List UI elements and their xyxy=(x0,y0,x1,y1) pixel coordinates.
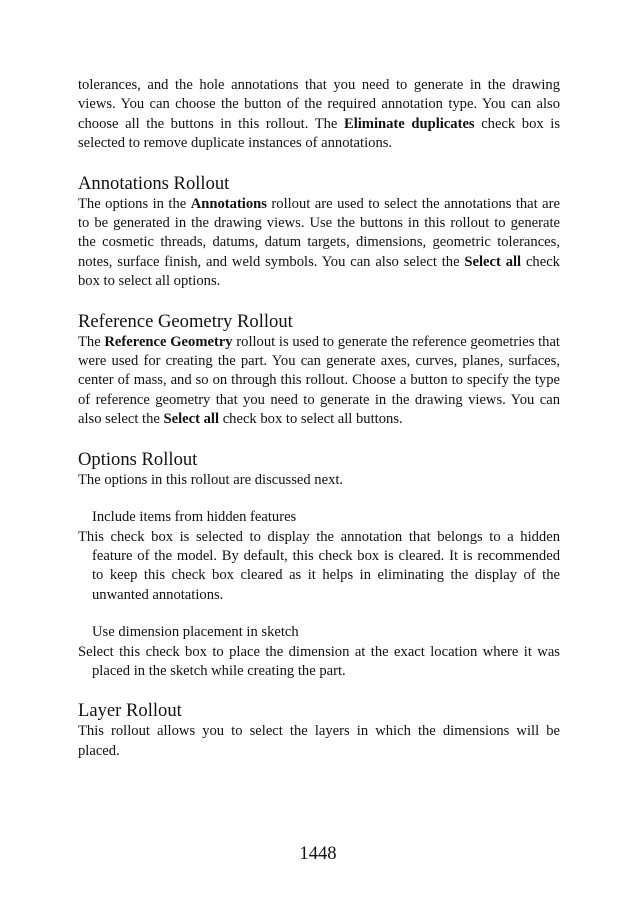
reference-geometry-rollout-heading: Reference Geometry Rollout xyxy=(78,310,293,332)
reference-geometry-term: Reference Geometry xyxy=(104,333,233,350)
reference-geometry-paragraph xyxy=(78,333,560,430)
annotations-rollout-heading: Annotations Rollout xyxy=(78,172,230,194)
options-intro: The options in this rollout are discussed next. xyxy=(78,471,344,488)
select-all-term: Select all xyxy=(163,411,220,428)
reference-geometry-text-1: The xyxy=(78,333,105,350)
annotations-term: Annotations xyxy=(190,195,267,212)
intro-text-1: tolerances, and the hole annotations that you need to generate in the drawing views. You can choose the button of the required annotation type. You can also choose all the buttons in this rollout. The xyxy=(78,77,560,132)
eliminate-duplicates-term: Eliminate duplicates xyxy=(343,115,475,132)
page-content xyxy=(78,76,560,761)
select-all-term: Select all xyxy=(464,253,522,270)
option-desc-hidden-features: This check box is selected to display the annotation that belongs to a hidden feature of the model. By default, this check box is cleared. It is recommended to keep this check box cleared as it helps in eliminating the display of the unwanted annotations. xyxy=(78,528,560,603)
layer-rollout-heading: Layer Rollout xyxy=(78,700,182,722)
page-number: 1448 xyxy=(299,843,337,864)
layer-paragraph: This rollout allows you to select the layers in which the dimensions will be placed. xyxy=(78,723,560,759)
reference-geometry-text-2: rollout is used to generate the reference geometries that were used for creating the part. You can generate axes, curves, planes, surfaces, center of mass, and so on through this rollout. Choose a button to specify the type of reference geometry that you need to generate in the drawing views. You can also select the xyxy=(78,333,560,428)
intro-paragraph xyxy=(78,76,560,154)
option-desc-dimension-placement: Select this check box to place the dimension at the exact location where it was placed in the sketch while creating the part. xyxy=(78,643,560,679)
annotations-text-3: check box to select all options. xyxy=(78,253,560,290)
option-term-dimension-placement: Use dimension placement in sketch xyxy=(92,624,299,641)
option-term-hidden-features: Include items from hidden features xyxy=(92,509,297,526)
annotations-text-1: The options in the xyxy=(78,195,191,212)
reference-geometry-text-3: check box to select all buttons. xyxy=(219,411,403,428)
annotations-text-2: rollout are used to select the annotations that are to be generated in the drawing views. Use the buttons in this rollout to generate the cosmetic threads, datums, datum targets, dimensions, geometric tolerances, notes, surface finish, and weld symbols. You can also select the xyxy=(78,195,560,270)
options-rollout-heading: Options Rollout xyxy=(78,448,198,470)
annotations-paragraph xyxy=(78,195,560,292)
intro-text-2: check box is selected to remove duplicate instances of annotations. xyxy=(78,115,560,152)
